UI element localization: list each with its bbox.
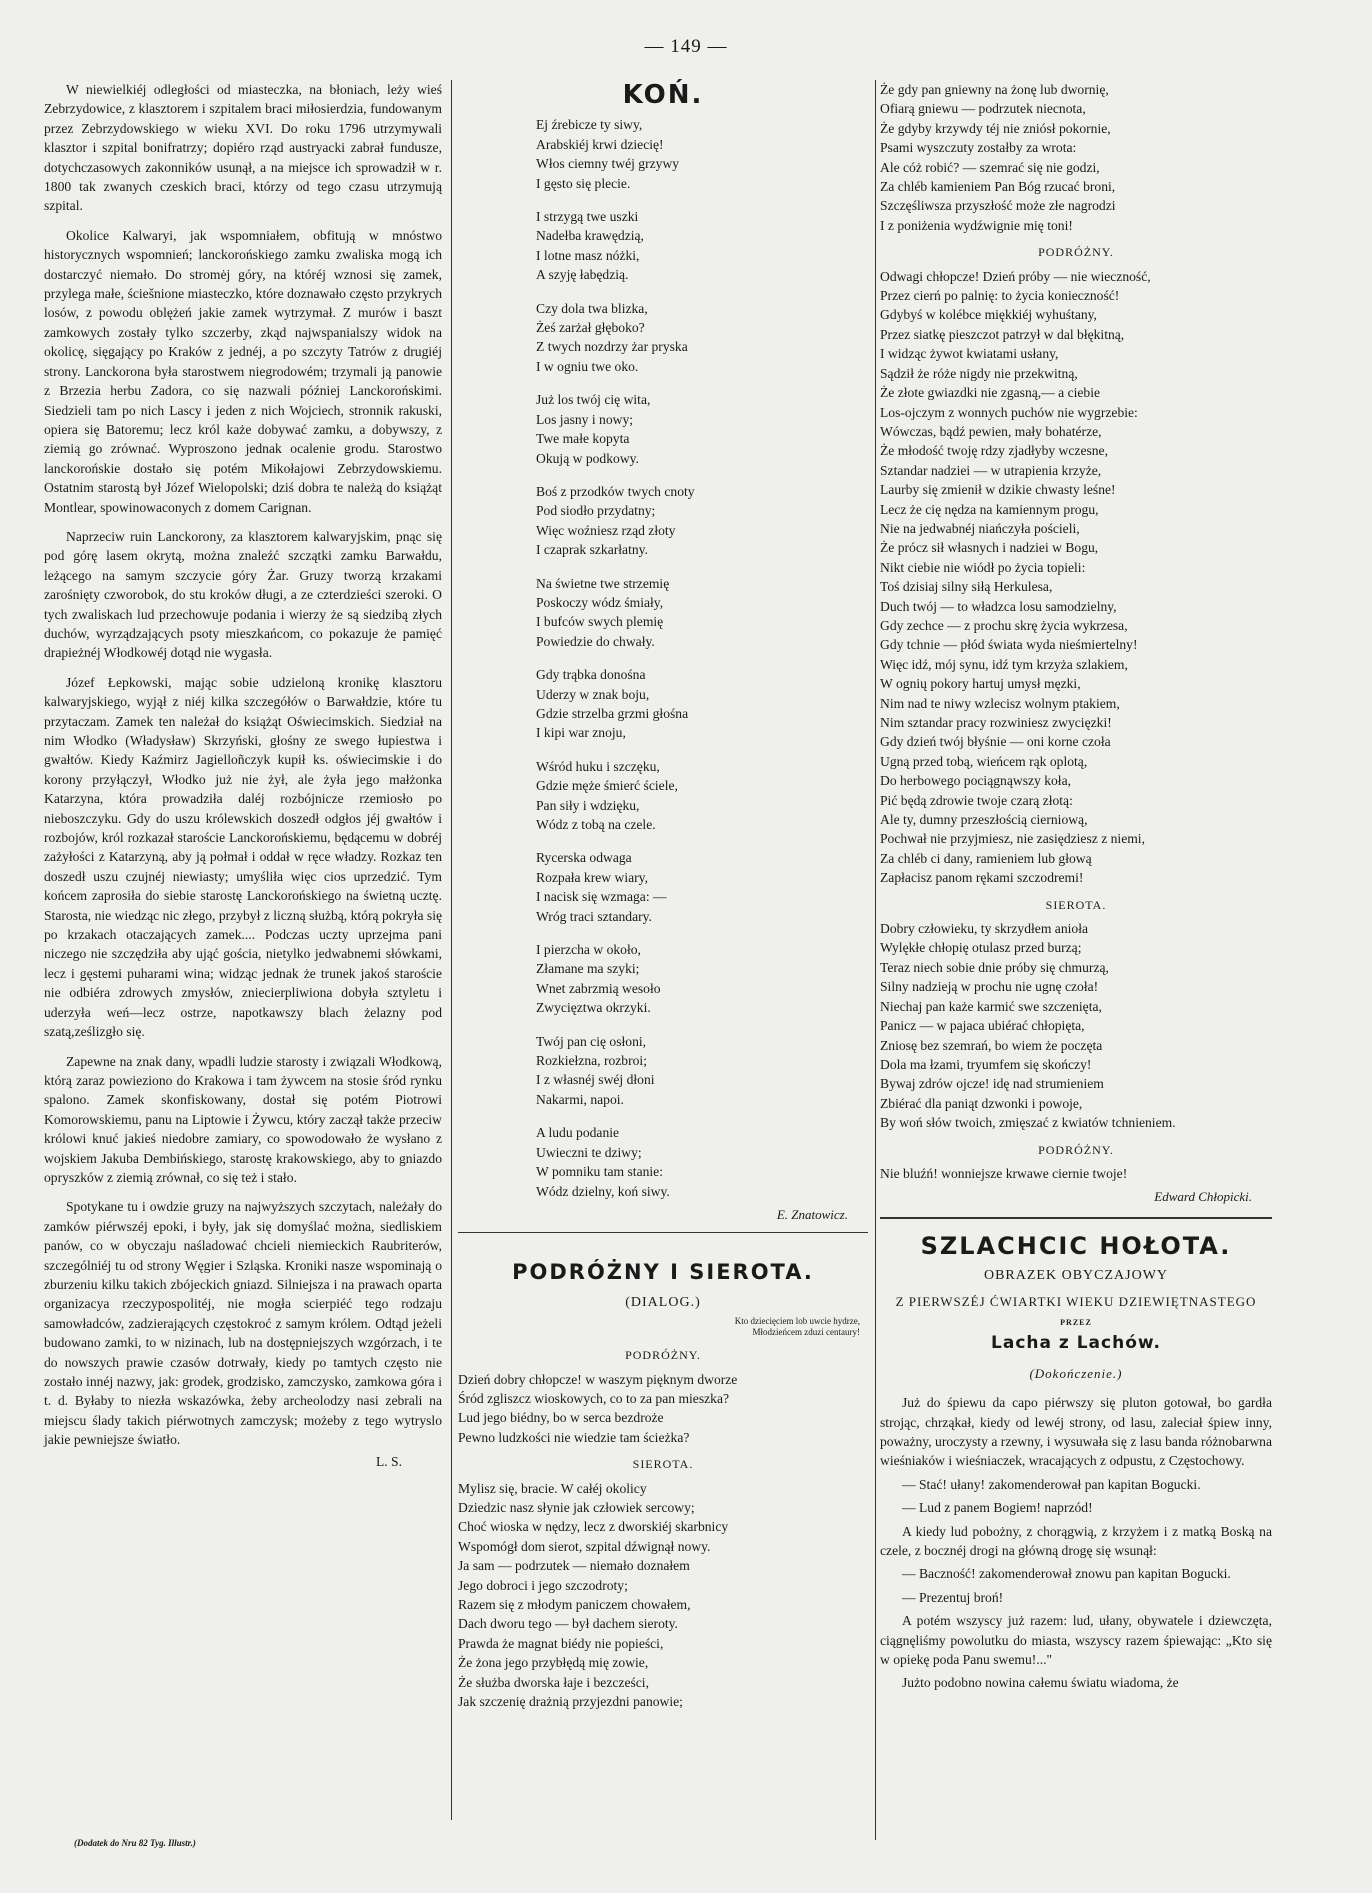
column-divider-right <box>875 80 876 1840</box>
dialog-speech: Odwagi chłopcze! Dzień próby — nie wieczność, Przez cierń po palnię: to życia konieczność! Gdybyś w kolébce miękkiéj wyhuśtany, Przez siatkę pieszczot patrzył w dal błękitną, I widząc żywot kwiatami usłany, Sądził że róże nigdy nie przekwitną, Że złote gwiazdki nie zgasną,— a ciebie Los-ojczym z wonnych puchów nie wygrzebie: Wówczas, bądź pewien, mały bohatérze, Że młodość twoję rdzy zjadłyby wczesne, Sztandar nadziei — w utrapienia krzyże, Laurby się zmienił w dzikie chwasty leśne! Lecz że cię nędza na kamiennym progu, Nie na jedwabnéj niańczyła pościeli, Że prócz sił własnych i nadziei w Bogu, Nikt ciebie nie wiódł po życia topieli: Toś dzisiaj silny siłą Herkulesa, Duch twój — to władzca losu samodzielny, Gdy zechce — z prochu skrę życia wykrzesa, Gdy tchnie — płód świata wyda nieśmiertelny! Więc idź, mój synu, idź tym krzyża szlakiem, W ognių pokory hartuj umysł męzki, Nim nad te niwy wzlecisz wolnym ptakiem, Nim sztandar pracy rozwiniesz zwycięzki! Gdy dzień twój błyśnie — oni korne czoła Ugną przed tobą, wieńcem rąk oplotą, Do herbowego pociągnąwszy koła, Pić będą zdrowie twoje czarą złotą: Ale ty, dumny przeszłością cierniową, Pochwał nie przyjmiesz, nie zasiędziesz z niemi, Za chléb ci dany, ramieniem lub głową Zapłacisz panom rękami szczodremi! <box>880 268 1151 886</box>
poem-stanza: Na świetne twe strzemię Poskoczy wódz śmiały, I bufców swych plemię Powiedzie do chwały. <box>536 575 670 649</box>
dialog-author: Edward Chłopicki. <box>1154 1189 1252 1205</box>
story-subtitle-period: Z PIERWSZÉJ ĆWIARTKI WIEKU DZIEWIĘTNASTEGO <box>895 1293 1257 1309</box>
history-paragraph: Józef Łepkowski, mając sobie udzieloną kronikę klasztoru kalwaryjskiego, wyjął z niéj kilka szczegółów o Barwałdzie, które tu przytaczam. Zamek ten należał do książąt Oświecimskich. Siedział na nim Włodko (Władysław) Skrzyński, głośny ze swego łupiestwa i gwałtów. Kiedy Kaźmirz Jagielloñczyk kupił ks. oświecimskie i do korony przyłączył, Włodko już nie żył, ale żyła jego małżonka Katarzyna, która prowadziła daléj rozbójnicze rzemiosło po nieboszczyku. Gdy do uszu królewskich doszedł odgłos jéj gwałtów i rozbojów, król rozkazał staroście Lanckorońskiemu, będącemu w dobréj zażyłości z Katarzyną, aby ją połmał i oddał w ręce władzy. Rozkaz ten doszedł uszu czujnéj niewiasty; umyśliła więc cios uprzedzić. Tym końcem zaprosiła do siebie starostę Lanckorońskiego na świetną ucztę. Starosta, nie wiedząc nic złego, przybył z liczną służbą, którą pokryła się po krzakach otaczających zamek.... Podczas uczty uprzejma pani niczego nie szczędziła aby ująć gościa, nietylko jedwabnemi słówkami, lecz i gęstemi puharami wina; widząc jednak że trunek jakoś staroście nie odbiéra zdrowych zmysłów, zniecierpliwiona dobyła sztyletu i uderzyła weń—lecz ostrze, napotkawszy blach żelazny pod szatą,ześlizgło się. <box>44 674 442 1040</box>
speaker-label: PODRÓŻNY. <box>625 1348 701 1363</box>
section-divider <box>458 1232 868 1233</box>
page-number: — 149 — <box>644 36 728 57</box>
column-history <box>44 80 442 1471</box>
story-paragraph: A potém wszyscy już razem: lud, ułany, obywatele i dziewczęta, ciągnęliśmy powolutku do miasta, wszyscy razem śpiewając: „Kto się w opiekę poda Panu swemu!..." <box>880 1613 1272 1668</box>
speaker-label: SIEROTA. <box>632 1457 694 1472</box>
poem-stanza: Wśród huku i szczęku, Gdzie męże śmierć ściele, Pan siły i wdzięku, Wódz z tobą na czele. <box>536 758 678 832</box>
story-paragraph: — Prezentuj broń! <box>902 1589 1004 1605</box>
column-dialog-story <box>880 80 1272 1697</box>
story-paragraph: A kiedy lud pobożny, z chorągwią, z krzyżem i z matką Boską na czele, z bocznéj drogi na główną drogę się wsunął: <box>880 1523 1272 1559</box>
supplement-footnote: (Dodatek do Nru 82 Tyg. Illustr.) <box>74 1838 196 1848</box>
column-divider-left <box>451 80 452 1820</box>
speaker-label: PODRÓŻNY. <box>1038 1142 1114 1157</box>
story-paragraph: — Lud z panem Bogiem! naprzód! <box>902 1500 1093 1516</box>
story-paragraph: Już do śpiewu da capo piérwszy się pluton gotował, bo gardła strojąc, chrząkał, kiedy od lewéj strony, od lasu, zaleciał śpiew inny, poważny, uroczysty a rzewny, i wysuwała się z lasu banda różnobarwna wieśniaków i wieśniaczek, wracających z odpustu, z Częstochowy. <box>880 1395 1272 1469</box>
dialog-speech: Że gdy pan gniewny na żonę lub dwornię, Ofiarą gniewu — podrzutek niecnota, Że gdyby krzywdy téj nie zniósł pokornie, Psami wyszczuty zostałby za wrota: Ale cóż robić? — szemrać się nie godzi, Za chléb kamieniem Pan Bóg rzucać broni, Szczęśliwsza przyszłość może złe nagrodzi I z poniżenia wydźwignie mię toni! <box>880 82 1116 233</box>
section-divider <box>880 1217 1272 1219</box>
story-by-label: PRZEZ <box>1060 1317 1092 1327</box>
dialog-motto: Kto dziecięciem lob uwcie hydrze, Młodzieńcem zduzi centaury! <box>734 1316 860 1338</box>
speaker-label: PODRÓŻNY. <box>1038 245 1114 260</box>
history-paragraph: Zapewne na znak dany, wpadli ludzie starosty i związali Włodkową, którą zaraz powieziono do Krakowa i tam żywcem na stosie śród rynku spalono. Zamek skonfiskowany, dostał się potém Piotrowi Komorowskiemu, panu na Liptowie i Żywcu, który zaczął także przeciw królowi knuć jakieś niedobre zamiary, co spowodowało że wysłano z wojskiem Jakuba Dembińskiego, starostę krakowskiego, aby to gniazdo opryszków z ziemią zrównał, co się też i stało. <box>44 1053 442 1185</box>
dialog-speech: Dobry człowieku, ty skrzydłem anioła Wylękłe chłopię otulasz przed burzą; Teraz niech sobie dnie próby się chmurzą, Silny nadzieją w prochu nie ugnę czoła! Niechaj pan każe karmić swe szczenięta, Panicz — w pajaca ubiérać chłopięta, Zniosę bez szemrań, bo wiem że poczęta Dola ma łzami, tryumfem się skończy! Bywaj zdrów ojcze! idę nad strumieniem Zbiérać dla paniąt dzwonki i powoje, By woń słów twoich, zmięszać z kwiatów tchnieniem. <box>880 921 1176 1131</box>
poem-stanza: Czy dola twa blizka, Żeś zarżał głęboko? Z twych nozdrzy żar pryska I w ogniu twe oko. <box>536 300 688 374</box>
poem-stanza: I strzygą twe uszki Nadełba krawędzią, I lotne masz nóżki, A szyję łabędzią. <box>536 209 644 283</box>
story-paragraph: — Baczność! zakomenderował znowu pan kapitan Bogucki. <box>902 1566 1231 1582</box>
poem-stanza: I pierzcha w około, Złamane ma szyki; Wnet zabrzmią wesoło Zwycięztwa okrzyki. <box>536 942 661 1016</box>
poem-author: E. Znatowicz. <box>776 1206 848 1222</box>
poem-stanza: A ludu podanie Uwieczni te dziwy; W pomniku tam stanie: Wódz dzielny, koń siwy. <box>536 1125 670 1199</box>
story-continuation-note: (Dokończenie.) <box>1029 1365 1123 1381</box>
poem-title-kon: KOŃ. <box>622 80 704 110</box>
poem-stanza: Rycerska odwaga Rozpała krew wiary, I nacisk się wzmaga: — Wróg traci sztandary. <box>536 850 667 924</box>
poem-stanza: Twój pan cię osłoni, Rozkiełzna, rozbroi; I z własnéj swéj dłoni Nakarmi, napoi. <box>536 1033 655 1107</box>
history-paragraph: W niewielkiéj odległości od miasteczka, na błoniach, leży wieś Zebrzydowice, z klasztorem i szpitalem braci miłosierdzia, fundowanym przez Zebrzydowskiego w wieku XVI. Do roku 1796 utrzymywali klasztor i szpital bonifratrzy; dopiéro rząd austryacki zabrał fundusze, dotychczasowych zakonników usunął, a na miejsce ich sprowadził w r. 1800 tak zwanych czeskich braci, którzy od tego czasu utrzymują szpital. <box>44 82 442 214</box>
story-author: Lacha z Lachów. <box>991 1333 1161 1354</box>
speaker-label: SIEROTA. <box>1045 897 1107 912</box>
history-paragraph: Naprzeciw ruin Lanckorony, za klasztorem kalwaryjskim, pnąc się pod górę lasem okrytą, można znaleźć szczątki zamku Barwałdu, leżącego na samym szczycie góry Żar. Gruzy tworzą krzakami zarośnięty czworobok, do stu kroków długi, a ze czterdzieści szeroki. O tych zwaliskach lud przechowuje podania i wierzy że są siedzibą złych duchów, wyrządzających psoty mieszkańcom, co pokazuje że pamięć drapieżnéj Włodkowéj dotąd nie wygasła. <box>44 528 442 661</box>
dialog-speech: Mylisz się, bracie. W całéj okolicy Dziedzic nasz słynie jak człowiek sercowy; Choć wioska w nędzy, lecz z dworskiéj skarbnicy Wspomógł dom sierot, szpital dźwignął nowy. Ja sam — podrzutek — niemało doznałem Jego dobroci i jego szczodroty; Razem się z młodym paniczem chowałem, Dach dworu tego — był dachem sieroty. Prawda że magnat biédy nie popieści, Że żona jego przybłędą mię zowie, Że służba dworska łaje i bezcześci, Jak szczenię drażnią przyjezdni panowie; <box>458 1480 729 1710</box>
dialog-speech: Nie bluźń! wonniejsze krwawe ciernie twoje! <box>880 1165 1128 1181</box>
story-title: SZLACHCIC HOŁOTA. <box>920 1231 1232 1260</box>
story-paragraph: Jużto podobno nowina całemu światu wiadoma, że <box>902 1675 1179 1691</box>
poem-stanza: Boś z przodków twych cnoty Pod siodło przydatny; Więc woźniesz rząd złoty I czaprak szkarłatny. <box>536 483 695 558</box>
poem-stanza: Ej źrebicze ty siwy, Arabskiéj krwi dziecię! Włos ciemny twéj grzywy I gęsto się plecie. <box>536 117 680 191</box>
poem-stanza: Gdy trąbka donośna Uderzy w znak boju, Gdzie strzelba grzmi głośna I kipi war znoju, <box>536 667 689 741</box>
history-paragraph: Okolice Kalwaryi, jak wspomniałem, obfitują w mnóstwo historycznych wspomnień; lanckorońskiego zamku zwaliska mogą ich dostarczyć niemało. Do stromėj góry, na któréj wznosi się zamek, przylega małe, ściešnione miasteczko, które doznawało często przykrych losów, z powodu oblężeń jakie zamek wytrzymał. Z murów i baszt zamkowych zostały tylko szczerby, zkąd najwspanialszy widok na okolicę, sięgający po Kraków z jednéj, a po szczyty Tatrów z drugiéj strony. Lanckorona była starostwem niegrodowém; trzymali ją panowie z Brzezia herbu Zadora, co się nazwali później Lanckorońskimi. Siedzieli tam po nich Lascy i jeden z nich Wojciech, stronnik rakuski, opiera się Batoremu; lecz król każe dobywać zamku, a dobywszy, z ziemią go zrównać. Wyproszono jednak ocalenie grodu. Starostwo lanckorońskie dostało się potém Mikołajowi Zebrzydowskiemu. Ostatnim starostą był Józef Wielopolski; dziś dobra te należą do książąt Montlear, spowinowaconych z domem Carignan. <box>44 227 442 515</box>
dialog-speech: Dzień dobry chłopcze! w waszym pięknym dworze Śród zgliszcz wioskowych, co to za pan mieszka? Lud jego biédny, bo w serca bezdroże Pewno ludzkości nie wiedzie tam ścieżka? <box>458 1371 738 1445</box>
dialog-title: PODRÓŻNY I SIEROTA. <box>512 1260 814 1285</box>
story-paragraph: — Stać! ułany! zakomenderował pan kapitan Bogucki. <box>902 1476 1201 1492</box>
story-subtitle: OBRAZEK OBYCZAJOWY <box>983 1268 1169 1284</box>
history-signature: L. S. <box>375 1453 402 1469</box>
dialog-subtitle: (DIALOG.) <box>625 1294 701 1310</box>
history-paragraph: Spotykane tu i owdzie gruzy na najwyższych szczytach, należały do zamków piérwszéj epoki, i były, jak się domyślać można, siedliskiem panów, co w obyczaju naśladować chcieli niemieckich Raubriterów, szczególniéj tu od strony Węgier i Szląska. Kroniki nasze wspominają o zburzeniu kilku takich zbójeckich gniazd. Silniejsza i na prawach oparta organizacya rzeczypospolitéj, nie mogła scierpiéć tego rodzaju samowładców, zadzierających częstokroć z samym królem. Odtąd jeżeli budowano zamki, to w nizinach, lub na dostępniejszych wzgórzach, i te do nowszych prawie czasów dotrwały, kiedy po tamtych często nie zostało innéj nazwy, jak: grodek, grodzisko, zamczysko, zamkowa góra i t. d. Byłaby to niezła wskazówka, żeby archeolodzy nasi zebrali na miejscu ślady takich piérwotnych zamczysk; możeby z tego wytryslo jakie pewniejsze światło. <box>44 1199 442 1448</box>
column-poems <box>458 80 868 1711</box>
poem-stanza: Już los twój cię wita, Los jasny i nowy; Twe małe kopyta Okują w podkowy. <box>536 392 651 466</box>
